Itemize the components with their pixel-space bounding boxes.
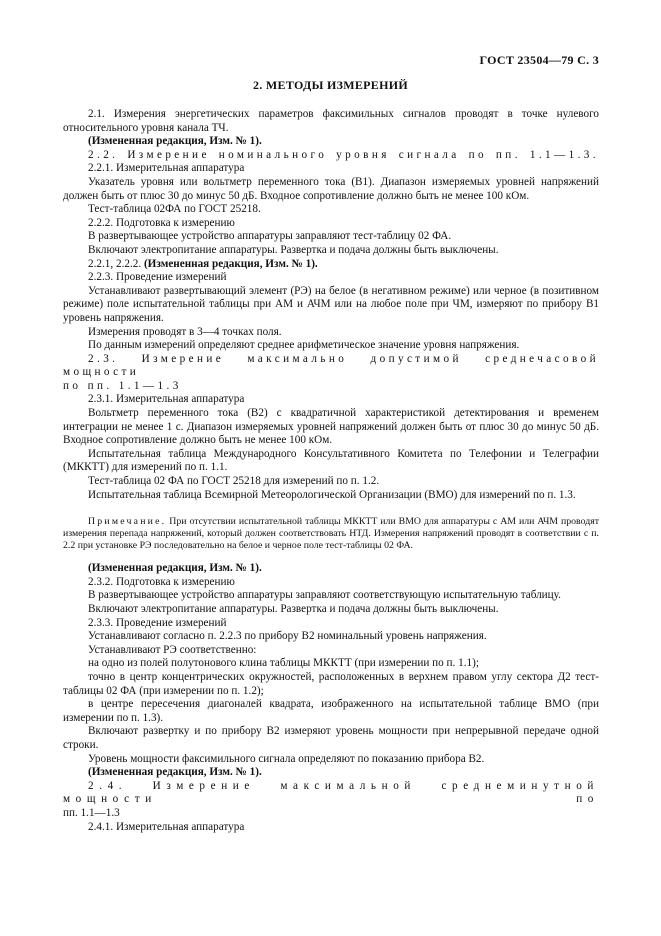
paragraph: В развертывающее устройство аппаратуры заправляют тест-таблицу 02 ФА. — [88, 230, 452, 243]
subsection-heading-cont: по пп. 1.1—1.3 — [63, 379, 182, 392]
page-header: ГОСТ 23504—79 С. 3 — [479, 53, 599, 67]
section-title: 2. МЕТОДЫ ИЗМЕРЕНИЙ — [253, 78, 408, 92]
paragraph: Устанавливают развертывающий элемент (РЭ) на белое (в негативном режиме) или черное (в позитивном режиме) поле испытательной таблицы при АМ и АЧМ или на любое поле при ЧМ, измеряют по прибору В1 уровень напряжения. — [63, 284, 599, 324]
paragraph: 2.3.1. Измерительная аппаратура — [88, 393, 245, 406]
paragraph: точно в центр концентрических окружностей, расположенных в верхнем правом углу сектора Д2 тест-таблицы 02 ФА (при измерении по п. 1.2); — [63, 670, 599, 697]
paragraph: Уровень мощности факсимильного сигнала определяют по показанию прибора В2. — [88, 752, 485, 765]
paragraph: Указатель уровня или вольтметр переменного тока (В1). Диапазон измеряемых уровней напряжений должен быть от плюс 30 до минус 50 дБ. Входное сопротивление должно быть не менее 100 кОм. — [63, 175, 599, 202]
document-body — [63, 108, 599, 834]
paragraph: Устанавливают РЭ соответственно: — [88, 643, 257, 656]
paragraph: Испытательная таблица Всемирной Метеорологической Организации (ВМО) для измерений по п. 1.3. — [88, 488, 576, 501]
amendment-note: (Измененная редакция, Изм. № 1). — [88, 766, 262, 779]
clause-refs: 2.2.1, 2.2.2. — [88, 257, 142, 270]
note — [63, 516, 599, 552]
note-text: При отсутствии испытательной таблицы МККТТ или ВМО для аппаратуры с АМ или АЧМ проводят измерения перепада напряжений, который должен соответствовать НТД. Измерения напряжений проводят в соответствии с п. 2.2 при установке РЭ последовательно на белое и черное поле тест-таблицы 02 ФА. — [63, 516, 599, 552]
paragraph: Устанавливают согласно п. 2.2.3 по прибору В2 номинальный уровень напряжения. — [88, 630, 487, 643]
subsection-heading-cont: пп. 1.1—1.3 — [63, 806, 120, 819]
subsection-heading: 2.2. Измерение номинального уровня сигнала по пп. 1.1—1.3. — [88, 148, 599, 161]
paragraph: Испытательная таблица Международного Консультативного Комитета по Телефонии и Телеграфии (МККТТ) для измерений по п. 1.1. — [63, 447, 599, 474]
paragraph: Вольтметр переменного тока (В2) с квадратичной характеристикой детектирования и временем интеграции не менее 1 с. Диапазон измеряемых уровней напряжений должен быть от плюс 30 до минус 50 дБ. Входное сопротивление должно быть не менее 100 кОм. — [63, 407, 599, 447]
subsection-heading: 2.3. Измерение максимально допустимой среднечасовой мощности — [63, 352, 599, 379]
paragraph: Включают электропитание аппаратуры. Развертка и подача должны быть выключены. — [88, 243, 499, 256]
paragraph: 2.2.2. Подготовка к измерению — [88, 216, 235, 229]
paragraph: Измерения проводят в 3—4 точках поля. — [88, 325, 282, 338]
amendment-note: (Измененная редакция, Изм. № 1). — [88, 562, 262, 575]
paragraph: 2.1. Измерения энергетических параметров факсимильных сигналов проводят в точке нулевого относительного уровня канала ТЧ. — [63, 108, 599, 134]
paragraph: 2.4.1. Измерительная аппаратура — [88, 820, 245, 833]
paragraph: В развертывающее устройство аппаратуры заправляют соответствующую испытательную таблицу. — [88, 589, 561, 602]
paragraph: Включают развертку и по прибору В2 измеряют уровень мощности при непрерывной передаче одной строки. — [63, 725, 599, 751]
paragraph: Тест-таблица 02 ФА по ГОСТ 25218 для измерений по п. 1.2. — [88, 475, 380, 488]
paragraph: По данным измерений определяют среднее арифметическое значение уровня напряжения. — [88, 339, 520, 352]
paragraph: Тест-таблица 02ФА по ГОСТ 25218. — [88, 203, 261, 216]
paragraph: 2.3.3. Проведение измерений — [88, 616, 227, 629]
note-label: Примечание. — [88, 516, 167, 528]
paragraph: 2.2.3. Проведение измерений — [88, 271, 227, 284]
amendment-note: (Измененная редакция, Изм. № 1). — [143, 257, 318, 270]
paragraph: на одно из полей полутонового клина таблицы МККТТ (при измерении по п. 1.1); — [88, 657, 479, 670]
paragraph: 2.3.2. Подготовка к измерению — [88, 575, 235, 588]
paragraph: 2.2.1. Измерительная аппаратура — [88, 162, 245, 175]
amendment-line — [63, 258, 599, 272]
amendment-note: (Измененная редакция, Изм. № 1). — [88, 135, 262, 148]
paragraph: в центре пересечения диагоналей квадрата, изображенного на испытательной таблице ВМО (при измерении по п. 1.3). — [63, 698, 599, 724]
paragraph: Включают электропитание аппаратуры. Развертка и подача должны быть выключены. — [88, 603, 499, 615]
subsection-heading: 2.4. Измерение максимальной среднеминутной мощности по — [63, 779, 599, 806]
